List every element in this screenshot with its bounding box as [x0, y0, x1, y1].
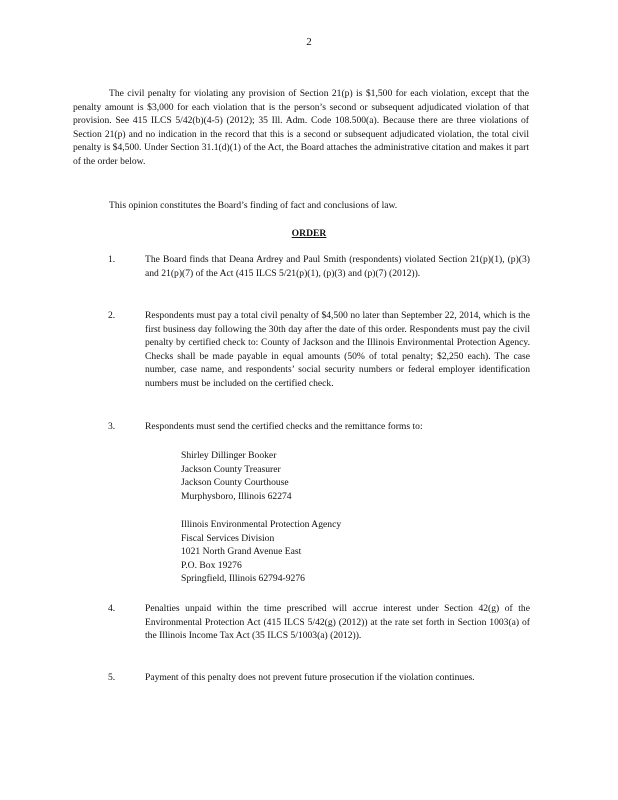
order-item-4 [108, 602, 530, 643]
address-line: Springfield, Illinois 62794-9276 [181, 573, 305, 585]
order-item-5 [108, 671, 530, 685]
item-number: 4. [108, 603, 116, 614]
order-heading: ORDER [291, 228, 327, 239]
item-text: Respondents must send the certified checks and the remittance forms to: [145, 421, 423, 432]
address-line: Illinois Environmental Protection Agency [181, 519, 342, 530]
address-county-treasurer [181, 449, 292, 503]
address-line: Jackson County Courthouse [181, 477, 289, 489]
address-iepa [181, 518, 341, 586]
item-text: Penalties unpaid within the time prescribed will accrue interest under Section 42(g) of the Environmental Protection Act (415 ILCS 5/42(g) (2012)) at the rate set forth in Section 1003(a) of the Illinois Income Tax Act (35 ILCS 5/1003(a) (2012)). [145, 603, 530, 642]
penalty-paragraph: The civil penalty for violating any provision of Section 21(p) is $1,500 for each violation, except that the penalty amount is $3,000 for each violation that is the person’s second or subsequent adjudicated violation of that provision. See 415 ILCS 5/42(b)(4-5) (2012); 35 Ill. Adm. Code 108.500(a). Because there are three violations of Section 21(p) and no indication in the record that this is a second or subsequent adjudicated violation, the total civil penalty is $4,500. Under Section 31.1(d)(1) of the Act, the Board attaches the administrative citation and makes it part of the order below. [73, 88, 529, 167]
page-number: 2 [306, 36, 312, 48]
address-line: Fiscal Services Division [181, 532, 275, 544]
address-line: P.O. Box 19276 [181, 559, 242, 571]
opinion-paragraph: This opinion constitutes the Board’s finding of fact and conclusions of law. [109, 200, 398, 211]
item-number: 3. [108, 421, 116, 432]
item-number: 1. [108, 254, 116, 265]
address-line: Jackson County Treasurer [181, 463, 281, 475]
address-line: Murphysboro, Illinois 62274 [181, 490, 292, 502]
item-text: Respondents must pay a total civil penalty of $4,500 no later than September 22, 2014, which is the first business day following the 30th day after the date of this order. Respondents must pay the civil penalty by certified check to: County of Jackson and the Illinois Environmental Protection Agency. Checks shall be made payable in equal amounts (50% of total penalty; $2,250 each). The case number, case name, and respondents’ social security numbers or federal employer identification numbers must be included on the certified check. [145, 310, 530, 389]
item-text: The Board finds that Deana Ardrey and Paul Smith (respondents) violated Section 21(p)(1), (p)(3) and 21(p)(7) of the Act (415 ILCS 5/21(p)(1), (p)(3) and (p)(7) (2012)). [145, 254, 530, 279]
address-line: 1021 North Grand Avenue East [181, 546, 302, 558]
item-number: 2. [108, 310, 116, 321]
address-line: Shirley Dillinger Booker [181, 450, 277, 461]
order-item-1 [108, 253, 530, 280]
order-item-2 [108, 309, 530, 391]
item-number: 5. [108, 672, 116, 683]
item-text: Payment of this penalty does not prevent future prosecution if the violation continues. [145, 672, 475, 683]
order-item-3 [108, 420, 530, 434]
